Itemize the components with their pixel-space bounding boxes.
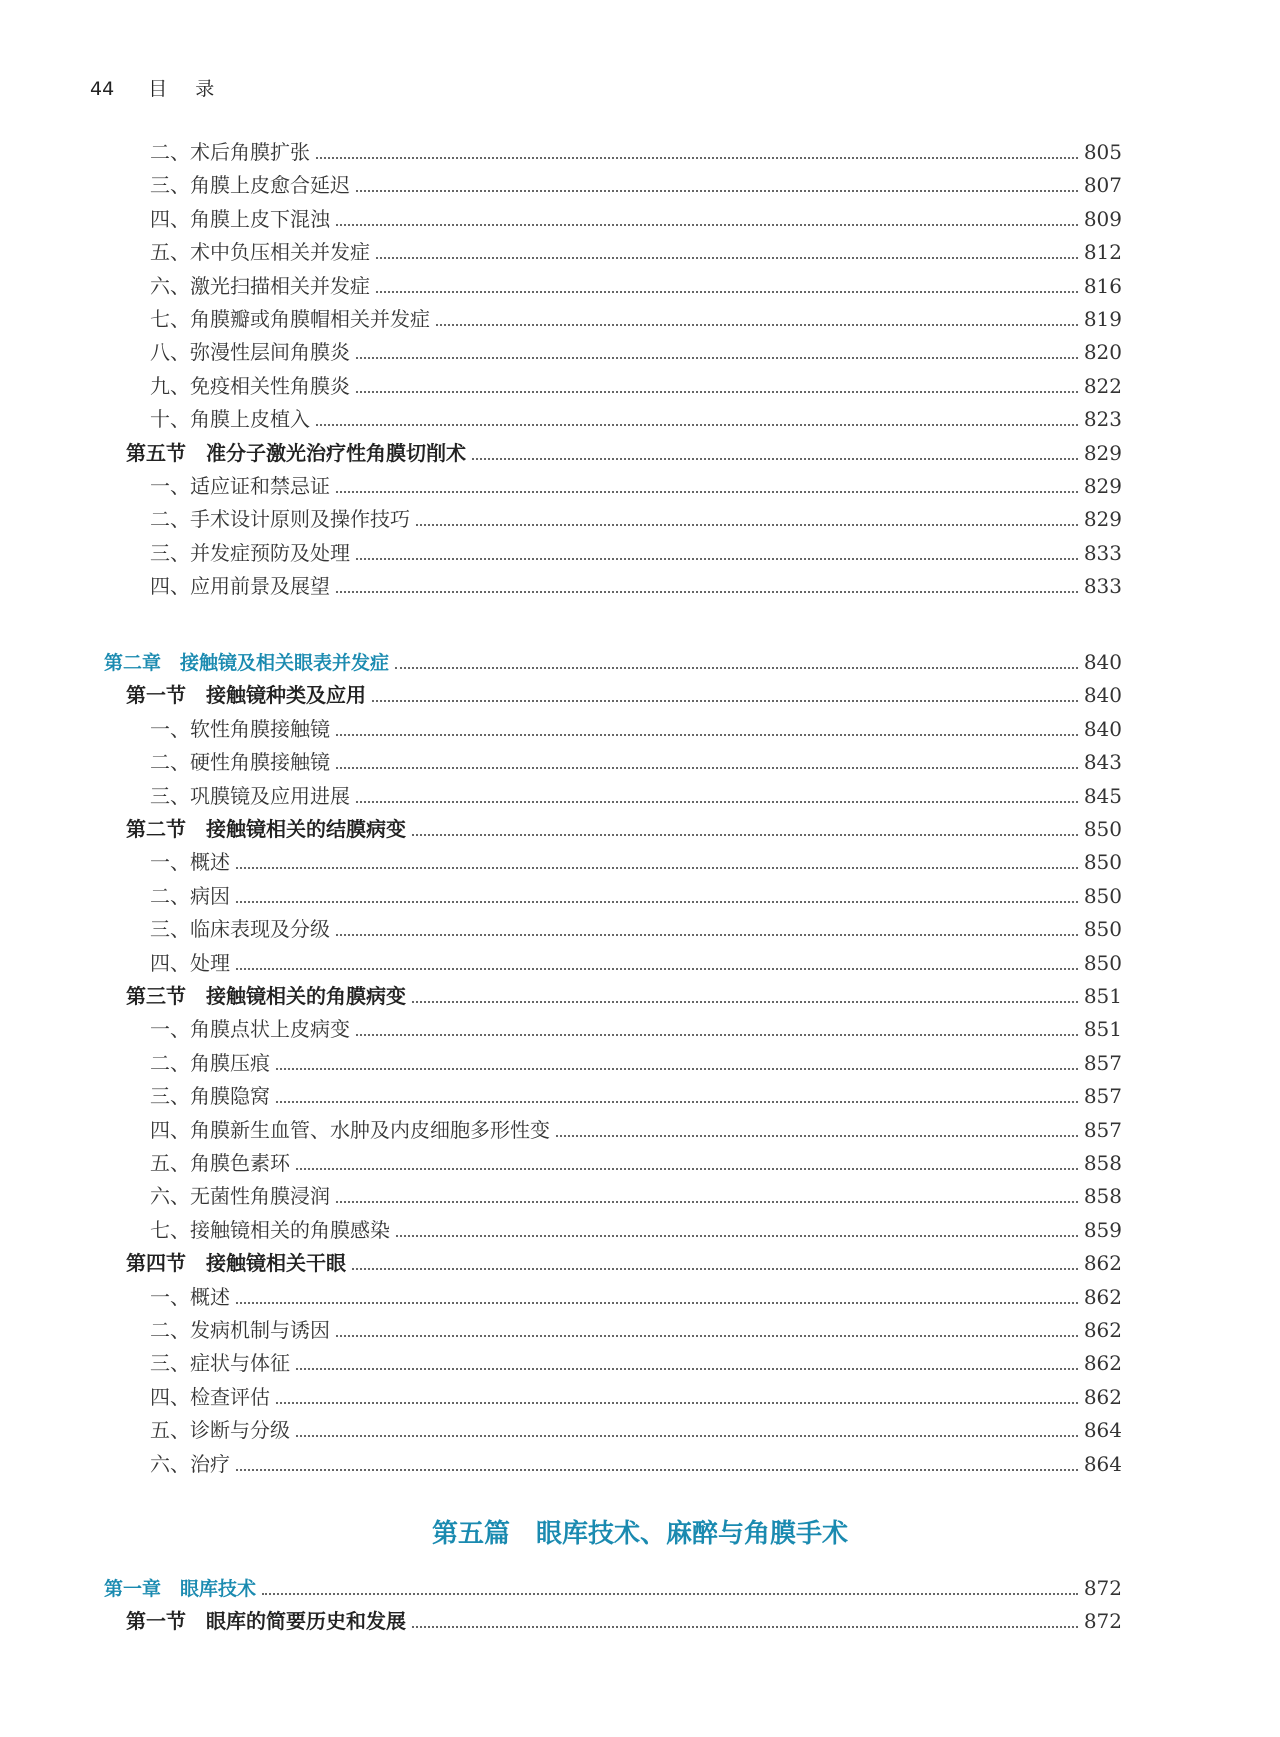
dot-leader (556, 1135, 1078, 1137)
toc-item-row (0, 951, 1280, 975)
toc-entry-label: 四、应用前景及展望 (150, 574, 330, 599)
toc-page-number: 857 (1083, 1117, 1122, 1142)
toc-page-number: 850 (1083, 950, 1122, 975)
toc-item-row (0, 474, 1280, 498)
dot-leader (412, 834, 1078, 836)
toc-item-row (0, 1318, 1280, 1342)
dot-leader (356, 801, 1078, 803)
dot-leader (336, 491, 1078, 493)
toc-page-number: 823 (1083, 407, 1122, 432)
toc-page-number: 833 (1083, 540, 1122, 565)
toc-item-row (0, 307, 1280, 331)
toc-entry-label: 四、角膜上皮下混浊 (150, 206, 330, 231)
dot-leader (372, 700, 1078, 702)
toc-entry-label: 第一章 眼库技术 (104, 1578, 257, 1600)
toc-item-row (0, 1118, 1280, 1142)
toc-entry-label: 四、角膜新生血管、水肿及内皮细胞多形性变 (150, 1117, 550, 1142)
toc-item-row (0, 1285, 1280, 1309)
toc-page-number: 862 (1083, 1351, 1122, 1376)
toc-entry-label: 第二章 接触镜及相关眼表并发症 (104, 652, 390, 674)
toc-chapter-row (0, 1576, 1280, 1601)
dot-leader (236, 1469, 1078, 1471)
dot-leader (236, 867, 1078, 869)
toc-page-number: 851 (1083, 984, 1122, 1008)
toc-page-number: 857 (1083, 1050, 1122, 1075)
toc-item-row (0, 574, 1280, 598)
toc-page-number: 845 (1083, 783, 1122, 808)
toc-entry-label: 第二节 接触镜相关的结膜病变 (126, 817, 406, 841)
toc-entry-label: 三、症状与体征 (150, 1351, 290, 1376)
toc-page-number: 805 (1083, 140, 1122, 164)
toc-entry-label: 二、手术设计原则及操作技巧 (150, 507, 410, 532)
toc-item-row (0, 1017, 1280, 1041)
dot-leader (276, 1101, 1078, 1103)
toc-page-number: 816 (1083, 273, 1122, 298)
toc-page-number: 829 (1083, 440, 1122, 465)
toc-entry-label: 七、接触镜相关的角膜感染 (150, 1217, 390, 1242)
toc-entry-label: 二、术后角膜扩张 (150, 140, 310, 164)
toc-page-number: 809 (1083, 206, 1122, 231)
toc-item-row (0, 340, 1280, 364)
toc-item-row (0, 374, 1280, 398)
dot-leader (336, 767, 1078, 769)
dot-leader (316, 157, 1078, 159)
toc-item-row (0, 1351, 1280, 1375)
toc-entry-label: 二、硬性角膜接触镜 (150, 750, 330, 775)
toc-page-number: 829 (1083, 507, 1122, 532)
toc-entry-label: 六、无菌性角膜浸润 (150, 1184, 330, 1209)
toc-entry-label: 一、适应证和禁忌证 (150, 474, 330, 498)
toc-page-number: 850 (1083, 883, 1122, 908)
dot-leader (356, 357, 1078, 359)
toc-item-row (0, 884, 1280, 908)
toc-item-row (0, 1385, 1280, 1409)
dot-leader (395, 667, 1078, 669)
dot-leader (412, 1001, 1078, 1003)
toc-entry-label: 十、角膜上皮植入 (150, 407, 310, 432)
toc-page-number: 864 (1083, 1418, 1122, 1443)
toc-item-row (0, 1418, 1280, 1442)
toc-section-row (0, 1609, 1280, 1633)
toc-item-row (0, 1084, 1280, 1108)
toc-page-number: 850 (1083, 917, 1122, 942)
toc-entry-label: 第四节 接触镜相关干眼 (126, 1251, 346, 1276)
toc-item-row (0, 541, 1280, 565)
toc-page-number: 859 (1083, 1217, 1122, 1242)
toc-page-number: 857 (1083, 1084, 1122, 1109)
page-number: 44 (90, 78, 115, 100)
dot-leader (396, 1235, 1078, 1237)
dot-leader (436, 324, 1078, 326)
part-title: 第五篇 眼库技术、麻醉与角膜手术 (431, 1519, 848, 1549)
toc-entry-label: 八、弥漫性层间角膜炎 (150, 340, 350, 365)
toc-page-number: 822 (1083, 373, 1122, 398)
toc-entry-label: 五、角膜色素环 (150, 1151, 290, 1175)
toc-page-number: 872 (1083, 1609, 1122, 1634)
toc-page-number: 820 (1083, 340, 1122, 365)
toc-page-number: 807 (1083, 173, 1122, 198)
dot-leader (336, 734, 1078, 736)
toc-section-row (0, 1251, 1280, 1275)
toc-page-number: 862 (1083, 1318, 1122, 1342)
toc-item-row (0, 1151, 1280, 1175)
toc-item-row (0, 274, 1280, 298)
toc-entry-label: 四、检查评估 (150, 1384, 270, 1409)
toc-item-row (0, 1051, 1280, 1075)
dot-leader (236, 901, 1078, 903)
toc-page-number: 850 (1083, 850, 1122, 875)
toc-item-row (0, 784, 1280, 808)
toc-item-row (0, 173, 1280, 197)
toc-entry-label: 六、激光扫描相关并发症 (150, 273, 370, 298)
toc-item-row (0, 750, 1280, 774)
dot-leader (316, 424, 1078, 426)
dot-leader (296, 1368, 1078, 1370)
toc-entry-label: 四、处理 (150, 950, 230, 975)
toc-entry-label: 三、并发症预防及处理 (150, 540, 350, 565)
toc-page-number: 840 (1083, 683, 1122, 708)
toc-page-number: 850 (1083, 817, 1122, 841)
toc-entry-label: 二、病因 (150, 883, 230, 908)
toc-item-row (0, 207, 1280, 231)
toc-item-row (0, 917, 1280, 941)
dot-leader (356, 1034, 1078, 1036)
dot-leader (416, 524, 1078, 526)
dot-leader (276, 1402, 1078, 1404)
toc-entry-label: 五、术中负压相关并发症 (150, 240, 370, 265)
dot-leader (412, 1626, 1078, 1628)
dot-leader (336, 1335, 1078, 1337)
dot-leader (376, 257, 1078, 259)
toc-page-number: 812 (1083, 240, 1122, 265)
toc-page-number: 862 (1083, 1251, 1122, 1276)
dot-leader (352, 1268, 1078, 1270)
dot-leader (472, 458, 1078, 460)
toc-item-row (0, 717, 1280, 741)
dot-leader (356, 558, 1078, 560)
dot-leader (336, 934, 1078, 936)
dot-leader (236, 1302, 1078, 1304)
toc-entry-label: 一、角膜点状上皮病变 (150, 1017, 350, 1042)
dot-leader (296, 1435, 1078, 1437)
toc-entry-label: 一、概述 (150, 850, 230, 875)
dot-leader (376, 291, 1078, 293)
toc-entry-label: 二、角膜压痕 (150, 1050, 270, 1075)
dot-leader (336, 1201, 1078, 1203)
toc-page-number: 819 (1083, 307, 1122, 331)
toc-entry-label: 第五节 准分子激光治疗性角膜切削术 (126, 440, 466, 465)
toc-entry-label: 一、软性角膜接触镜 (150, 716, 330, 741)
toc-page-number: 829 (1083, 474, 1122, 498)
toc-entry-label: 七、角膜瓣或角膜帽相关并发症 (150, 307, 430, 331)
toc-section-row (0, 683, 1280, 707)
toc-page-number: 858 (1083, 1151, 1122, 1175)
dot-leader (236, 968, 1078, 970)
toc-entry-label: 三、巩膜镜及应用进展 (150, 783, 350, 808)
dot-leader (336, 224, 1078, 226)
toc-entry-label: 五、诊断与分级 (150, 1418, 290, 1443)
toc-item-row (0, 1184, 1280, 1208)
toc-entry-label: 一、概述 (150, 1284, 230, 1309)
toc-page-number: 843 (1083, 750, 1122, 775)
toc-item-row (0, 407, 1280, 431)
toc-page-number: 833 (1083, 574, 1122, 599)
dot-leader (296, 1168, 1078, 1170)
toc-item-row (0, 1218, 1280, 1242)
toc-entry-label: 三、临床表现及分级 (150, 917, 330, 942)
toc-item-row (0, 1452, 1280, 1476)
dot-leader (336, 591, 1078, 593)
toc-entry-label: 第三节 接触镜相关的角膜病变 (126, 984, 406, 1008)
toc-item-row (0, 850, 1280, 874)
toc-entry-label: 第一节 眼库的简要历史和发展 (126, 1609, 406, 1634)
toc-entry-label: 九、免疫相关性角膜炎 (150, 373, 350, 398)
toc-entry-label: 第一节 接触镜种类及应用 (126, 683, 366, 708)
toc-entry-label: 三、角膜隐窝 (150, 1084, 270, 1109)
toc-item-row (0, 140, 1280, 164)
toc-page-number: 840 (1083, 650, 1122, 674)
toc-section-row (0, 441, 1280, 465)
toc-section-row (0, 984, 1280, 1008)
toc-page-number: 864 (1083, 1451, 1122, 1476)
toc-entry-label: 二、发病机制与诱因 (150, 1318, 330, 1342)
toc-item-row (0, 507, 1280, 531)
toc-chapter-row (0, 650, 1280, 675)
dot-leader (356, 391, 1078, 393)
toc-page-number: 851 (1083, 1017, 1122, 1042)
dot-leader (276, 1068, 1078, 1070)
running-header (90, 74, 242, 101)
header-title: 目录 (148, 78, 243, 100)
toc-page-number: 862 (1083, 1284, 1122, 1309)
toc-page-number: 840 (1083, 716, 1122, 741)
toc-section-row (0, 817, 1280, 841)
toc-page-number: 872 (1083, 1576, 1122, 1600)
toc-entry-label: 三、角膜上皮愈合延迟 (150, 173, 350, 198)
dot-leader (262, 1593, 1078, 1595)
toc-entry-label: 六、治疗 (150, 1451, 230, 1476)
toc-page-number: 858 (1083, 1184, 1122, 1209)
toc-page-number: 862 (1083, 1384, 1122, 1409)
dot-leader (356, 190, 1078, 192)
toc-item-row (0, 240, 1280, 264)
